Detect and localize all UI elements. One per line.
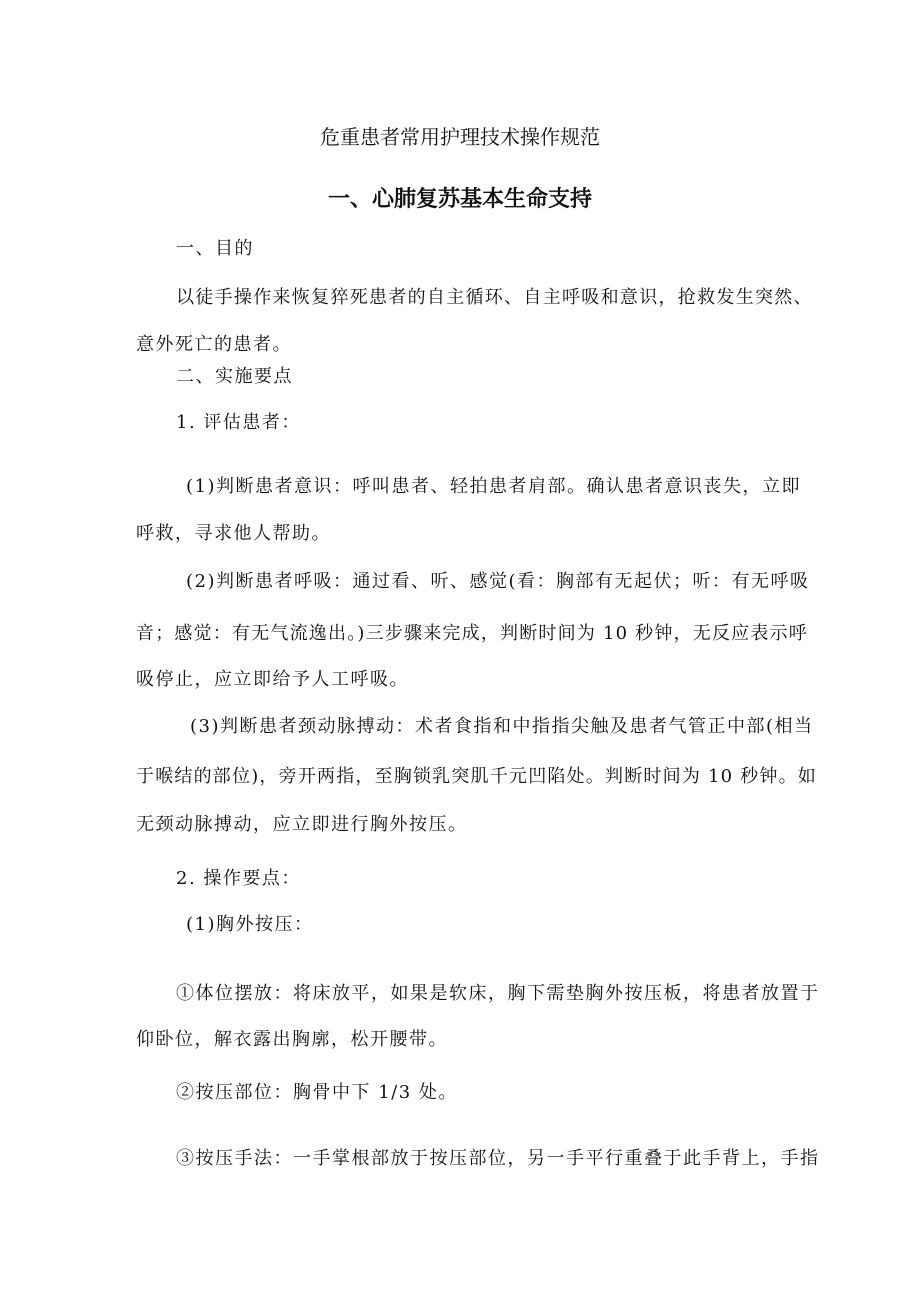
paragraph-line: 意外死亡的患者。 [136,334,292,355]
assess-patient-heading: 1. 评估患者： [176,412,301,433]
implementation-heading: 二、实施要点 [176,366,293,387]
document-title: 危重患者常用护理技术操作规范 [320,125,600,149]
paragraph-line: 无颈动脉搏动，应立即进行胸外按压。 [136,814,468,835]
paragraph-line: 于喉结的部位)，旁开两指，至胸锁乳突肌千元凹陷处。判断时间为 10 秒钟。如 [136,766,817,787]
paragraph-line: (1)判断患者意识：呼叫患者、轻拍患者肩部。确认患者意识丧失，立即 [186,476,801,497]
paragraph-line: 音；感觉：有无气流逸出。)三步骤来完成，判断时间为 10 秒钟，无反应表示呼 [136,623,808,644]
section-title: 一、心肺复苏基本生命支持 [327,187,592,212]
paragraph-line: ①体位摆放：将床放平，如果是软床，胸下需垫胸外按压板，将患者放置于 [176,983,820,1004]
operation-points-heading: 2. 操作要点： [176,868,301,889]
paragraph-line: 吸停止，应立即给予人工呼吸。 [136,669,409,690]
paragraph-line: 以徒手操作来恢复猝死患者的自主循环、自主呼吸和意识，抢救发生突然、 [176,287,813,308]
paragraph-line: 呼救，寻求他人帮助。 [136,523,331,544]
paragraph-line: (2)判断患者呼吸：通过看、听、感觉(看：胸部有无起伏；听：有无呼吸 [186,571,810,592]
paragraph-line: (3)判断患者颈动脉搏动：术者食指和中指指尖触及患者气管正中部(相当 [190,716,814,737]
chest-compression-heading: (1)胸外按压： [186,914,314,935]
purpose-heading: 一、目的 [176,238,254,259]
paragraph-line: 仰卧位，解衣露出胸廓，松开腰带。 [136,1029,448,1050]
paragraph-line: ③按压手法：一手掌根部放于按压部位，另一手平行重叠于此手背上，手指 [176,1148,820,1169]
paragraph-line: ②按压部位：胸骨中下 1/3 处。 [176,1082,458,1103]
